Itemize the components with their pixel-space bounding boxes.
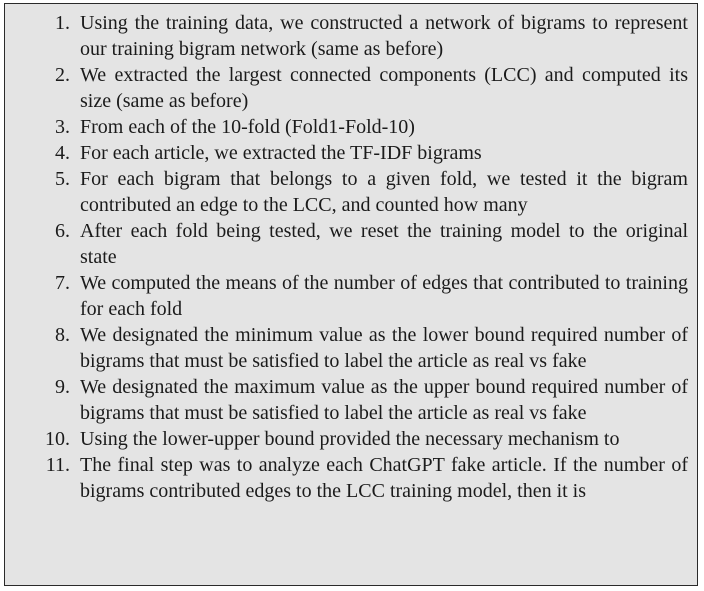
list-item: [5, 374, 697, 426]
step-text: From each of the 10-fold (Fold1-Fold-10): [80, 116, 415, 138]
step-number: 11.: [45, 454, 70, 476]
step-number: 5.: [55, 168, 70, 190]
step-number: 9.: [55, 376, 70, 398]
list-item: [5, 270, 697, 322]
step-number: 3.: [55, 116, 70, 138]
step-text: The final step was to analyze each ChatGPT fake article. If the number of bigrams contributed edges to the LCC training model, then it is: [80, 454, 688, 502]
step-text: Using the lower-upper bound provided the necessary mechanism to: [80, 428, 620, 450]
step-text: We computed the means of the number of edges that contributed to training for each fold: [80, 272, 688, 320]
list-item: [5, 166, 697, 218]
step-number: 1.: [55, 12, 70, 34]
step-number: 8.: [55, 324, 70, 346]
step-text: Using the training data, we constructed a network of bigrams to represent our training bigram network (same as before): [80, 12, 688, 60]
step-text: We designated the minimum value as the lower bound required number of bigrams that must be satisfied to label the article as real vs fake: [80, 324, 688, 372]
step-number: 2.: [55, 64, 70, 86]
step-text: After each fold being tested, we reset the training model to the original state: [80, 220, 688, 268]
list-item: [5, 62, 697, 114]
step-number: 6.: [55, 220, 70, 242]
step-text: For each article, we extracted the TF-IDF bigrams: [80, 142, 482, 164]
step-text: We extracted the largest connected components (LCC) and computed its size (same as before): [80, 64, 688, 112]
list-item: [5, 140, 697, 166]
algorithm-steps-box: [4, 3, 698, 586]
step-number: 4.: [55, 142, 70, 164]
step-number: 7.: [55, 272, 70, 294]
list-item: [5, 218, 697, 270]
list-item: [5, 10, 697, 62]
list-item: [5, 426, 697, 452]
step-number: 10.: [45, 428, 70, 450]
list-item: [5, 322, 697, 374]
step-text: We designated the maximum value as the upper bound required number of bigrams that must be satisfied to label the article as real vs fake: [80, 376, 688, 424]
steps-list: [5, 10, 697, 504]
list-item: [5, 452, 697, 504]
step-text: For each bigram that belongs to a given fold, we tested it the bigram contributed an edge to the LCC, and counted how many: [80, 168, 688, 216]
list-item: [5, 114, 697, 140]
